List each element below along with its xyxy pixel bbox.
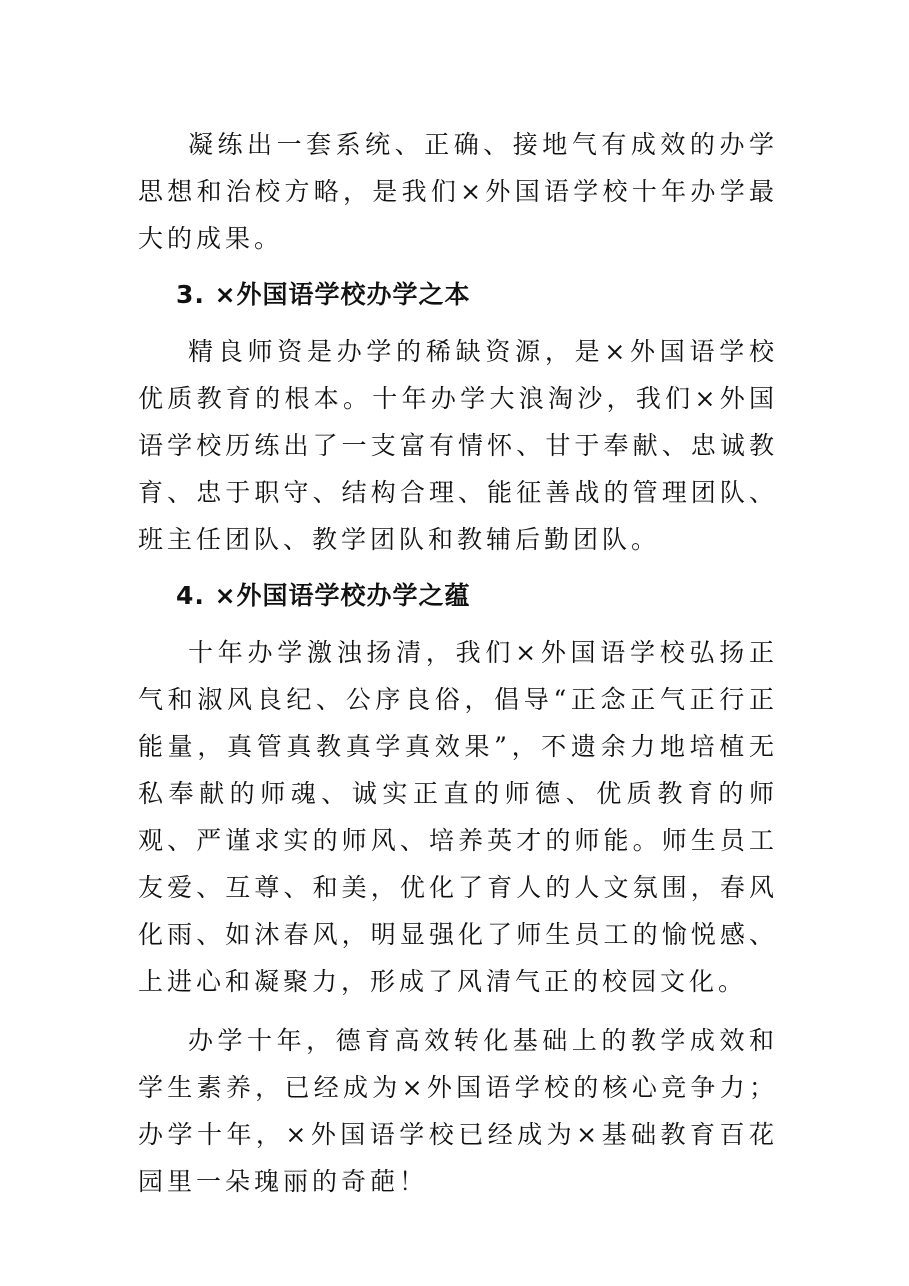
section-heading-3: 3. ×外国语学校办学之本: [176, 280, 471, 309]
document-body: [138, 121, 778, 1205]
section-heading-4: 4. ×外国语学校办学之蕴: [176, 581, 471, 610]
paragraph-achievement: 凝练出一套系统、正确、接地气有成效的办学思想和治校方略，是我们×外国语学校十年办学最大的成果。: [138, 130, 778, 253]
paragraph-conclusion: 办学十年，德育高效转化基础上的教学成效和学生素养，已经成为×外国语学校的核心竞争力；办学十年，×外国语学校已经成为×基础教育百花园里一朵瑰丽的奇葩！: [138, 1026, 778, 1196]
paragraph-teachers: 精良师资是办学的稀缺资源，是×外国语学校优质教育的根本。十年办学大浪淘沙，我们×外国语学校历练出了一支富有情怀、甘于奉献、忠诚教育、忠于职守、结构合理、能征善战的管理团队、班主任团队、教学团队和教辅后勤团队。: [138, 337, 778, 554]
paragraph-culture: 十年办学激浊扬清，我们×外国语学校弘扬正气和淑风良纪、公序良俗，倡导“正念正气正行正能量，真管真教真学真效果”，不遗余力地培植无私奉献的师魂、诚实正直的师德、优质教育的师观、严谨求实的师风、培养英才的师能。师生员工友爱、互尊、和美，优化了育人的人文氛围，春风化雨、如沐春风，明显强化了师生员工的愉悦感、上进心和凝聚力，形成了风清气正的校园文化。: [138, 638, 778, 996]
